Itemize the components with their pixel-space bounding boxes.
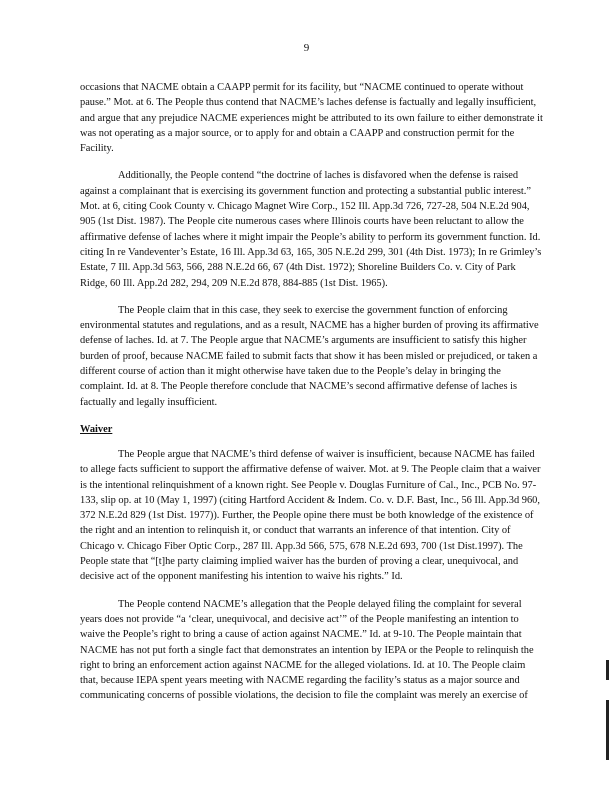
paragraph-laches-burden: The People claim that in this case, they seek to exercise the government function of enforcing environmental statutes and regulations, and as a result, NACME has a higher burden of proving its affirmative defense of laches. Id. at 7. The People argue that NACME’s arguments are insufficient to satisfy this higher burden of proof, because NACME failed to submit facts that show it has been misled or prejudiced, or taken a different course of action than it might otherwise have taken due to the People’s delay in bringing the complaint. Id. at 8. The People therefore conclude that NACME’s second affirmative defense of laches is factually and legally insufficient. xyxy=(80,304,539,408)
paragraph-waiver-delay: The People contend NACME’s allegation that the People delayed filing the complaint for several years does not provide “a ‘clear, unequivocal, and decisive act’” of the People manifesting an intention to waive the People’s right to bring a cause of action against NACME.” Id. at 9-10. The People maintain that NACME has not put forth a single fact that demonstrates an intention by IEPA or the People to relinquish the right to bring an enforcement action against NACME for the alleged violations. Id. at 10. The People claim that, because IEPA spent years meeting with NACME regarding the facility’s status as a major source and communicating concerns of possible violations, the decision to file the complaint was merely an exercise of xyxy=(80,598,534,702)
section-heading-waiver: Waiver xyxy=(80,423,113,435)
scan-edge-mark xyxy=(606,660,609,680)
paragraph-waiver-argument: The People argue that NACME’s third defense of waiver is insufficient, because NACME has failed to allege facts sufficient to support the affirmative defense of waiver. Mot. at 9. The People claim that a waiver is the intentional relinquishment of a known right. See People v. Douglas Furniture of Cal., Inc., PCB No. 97-133, slip op. at 10 (May 1, 1997) (citing Hartford Accident & Indem. Co. v. D.F. Bast, Inc., 56 Ill. App.3d 960, 372 N.E.2d 829 (1st Dist. 1977)). Further, the People opine there must be both knowledge of the existence of the right and an intention to relinquish it, or conduct that warrants an inference of that intention. City of Chicago v. Chicago Fiber Optic Corp., 287 Ill. App.3d 566, 575, 678 N.E.2d 693, 700 (1st Dist.1997). The People state that “[t]he party claiming implied waiver has the burden of proving a clear, unequivocal, and decisive act of the opponent manifesting his intention to waive his rights.” Id. xyxy=(80,448,541,583)
page-number: 9 xyxy=(303,42,310,54)
body-text xyxy=(80,80,544,716)
paragraph-laches-public-interest: Additionally, the People contend “the doctrine of laches is disfavored when the defense is raised against a complainant that is exercising its government function and protecting a substantial public interest.” Mot. at 6, citing Cook County v. Chicago Magnet Wire Corp., 152 Ill. App.3d 726, 727-28, 504 N.E.2d 904, 905 (1st Dist. 1987). The People cite numerous cases where Illinois courts have been reluctant to allow the affirmative defense of laches where it might impair the People’s ability to perform its government function. Id. citing In re Vandeventer’s Estate, 16 Ill. App.3d 63, 165, 305 N.E.2d 299, 301 (4th Dist. 1973); In re Grimley’s Estate, 7 Ill. App.3d 563, 566, 288 N.E.2d 66, 67 (4th Dist. 1972); Shoreline Builders Co. v. City of Park Ridge, 60 Ill. App.2d 282, 294, 209 N.E.2d 878, 884-885 (1st Dist. 1965). xyxy=(80,170,542,289)
paragraph-laches-continued: occasions that NACME obtain a CAAPP permit for its facility, but “NACME continued to operate without pause.” Mot. at 6. The People thus contend that NACME’s laches defense is factually and legally insufficient, and argue that any prejudice NACME experiences might be attributed to its own failure to either demonstrate it was not operating as a major source, or to apply for and obtain a CAAPP and construction permit for the Facility. xyxy=(80,82,543,155)
scan-edge-mark xyxy=(606,700,609,760)
